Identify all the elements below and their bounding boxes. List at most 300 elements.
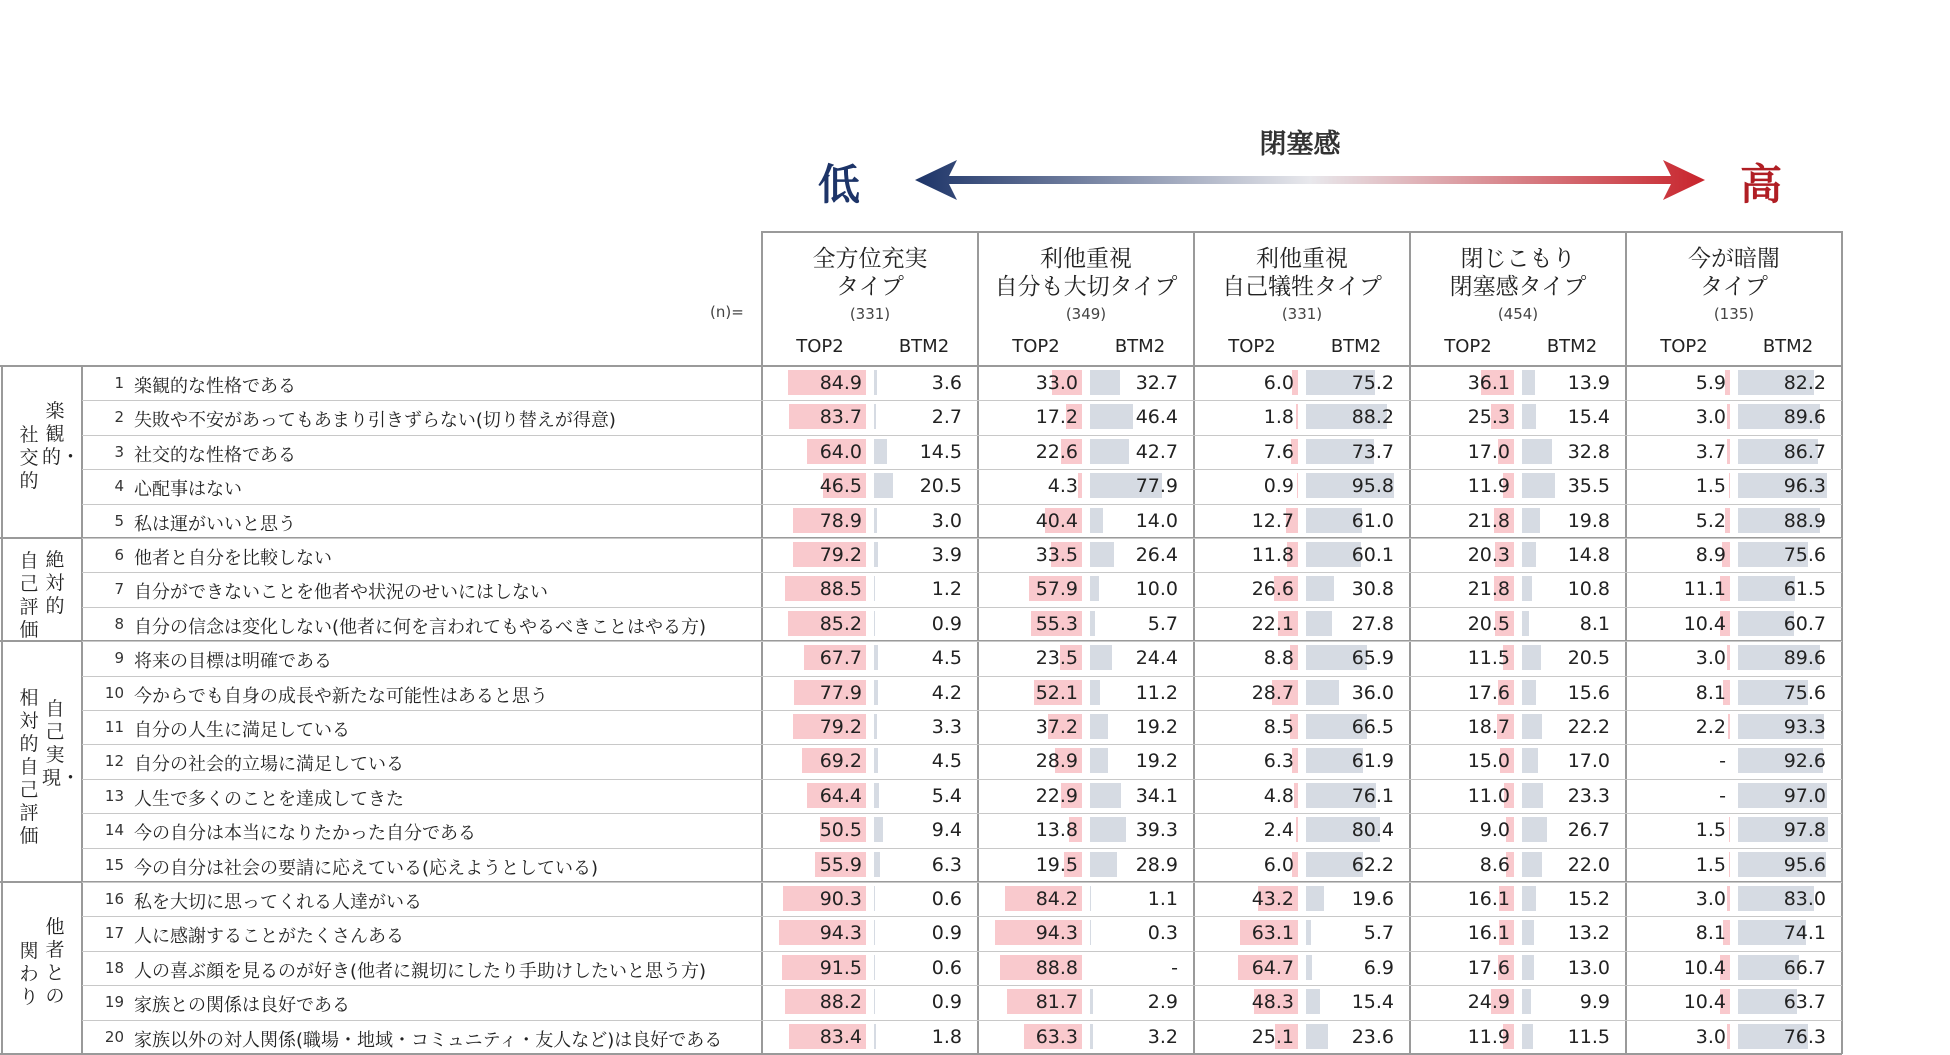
top2-value: 3.0: [1666, 888, 1726, 910]
item-label: 私は運がいいと思う: [134, 510, 296, 536]
btm2-value: 76.3: [1766, 1026, 1826, 1048]
btm2-bar: [1090, 783, 1121, 808]
btm2-bar: [874, 542, 878, 567]
category-label: 絶対的: [42, 549, 68, 618]
item-number: 10: [84, 684, 124, 702]
item-label: 自分ができないことを他者や状況のせいにはしない: [134, 578, 548, 604]
category-label: 相対的自己評価: [16, 687, 42, 848]
top2-value: 17.6: [1450, 957, 1510, 979]
btm2-bar: [1522, 680, 1536, 705]
btm2-bar: [874, 508, 877, 533]
btm2-bar: [874, 989, 875, 1014]
item-number: 4: [84, 477, 124, 495]
top2-value: 6.3: [1234, 750, 1294, 772]
row-divider: [82, 641, 1842, 642]
top2-value: 11.0: [1450, 785, 1510, 807]
btm2-bar: [874, 920, 875, 945]
top2-value: 11.5: [1450, 647, 1510, 669]
n-label: (n)=: [710, 303, 744, 321]
header-top-border: [762, 231, 1842, 233]
top2-value: 8.5: [1234, 716, 1294, 738]
top2-value: 25.1: [1234, 1026, 1294, 1048]
metric-label-top2: TOP2: [780, 336, 860, 357]
btm2-bar: [1090, 989, 1093, 1014]
top2-value: 7.6: [1234, 441, 1294, 463]
item-label: 私を大切に思ってくれる人達がいる: [134, 888, 422, 914]
btm2-bar: [1522, 542, 1536, 567]
top2-value: 2.2: [1666, 716, 1726, 738]
btm2-bar: [874, 886, 875, 911]
btm2-value: 61.9: [1334, 750, 1394, 772]
row-divider: [82, 435, 1842, 436]
item-label: 将来の目標は明確である: [134, 647, 332, 673]
top2-value: 33.5: [1018, 544, 1078, 566]
top2-value: 79.2: [802, 544, 862, 566]
metric-label-btm2: BTM2: [884, 336, 964, 357]
btm2-value: 2.7: [902, 406, 962, 428]
row-divider: [82, 779, 1842, 780]
btm2-value: 61.5: [1766, 578, 1826, 600]
btm2-value: 39.3: [1118, 819, 1178, 841]
category-label: 自己評価: [16, 550, 42, 642]
item-label: 人に感謝することがたくさんある: [134, 922, 404, 948]
top2-value: 28.7: [1234, 682, 1294, 704]
top2-value: 3.0: [1666, 406, 1726, 428]
top2-value: 1.8: [1234, 406, 1294, 428]
item-label: 人生で多くのことを達成してきた: [134, 785, 404, 811]
top2-value: 52.1: [1018, 682, 1078, 704]
btm2-value: 0.6: [902, 888, 962, 910]
item-number: 6: [84, 546, 124, 564]
row-divider: [82, 400, 1842, 401]
btm2-bar: [874, 439, 887, 464]
top2-value: 11.9: [1450, 1026, 1510, 1048]
top2-value: -: [1666, 750, 1726, 772]
top2-bar: [1296, 404, 1298, 429]
metric-label-top2: TOP2: [1212, 336, 1292, 357]
btm2-bar: [1522, 370, 1535, 395]
top2-value: 94.3: [802, 922, 862, 944]
top2-value: 84.2: [1018, 888, 1078, 910]
column-divider: [977, 231, 979, 1054]
btm2-value: 13.2: [1550, 922, 1610, 944]
top2-bar: [1728, 714, 1730, 739]
btm2-value: -: [1118, 957, 1178, 979]
btm2-value: 46.4: [1118, 406, 1178, 428]
column-title: 今が暗闇: [1626, 246, 1842, 273]
top2-value: 6.0: [1234, 854, 1294, 876]
item-number: 7: [84, 580, 124, 598]
btm2-bar: [1090, 714, 1108, 739]
top2-value: 23.5: [1018, 647, 1078, 669]
btm2-value: 13.0: [1550, 957, 1610, 979]
top2-value: 16.1: [1450, 922, 1510, 944]
metric-label-top2: TOP2: [1644, 336, 1724, 357]
btm2-value: 76.1: [1334, 785, 1394, 807]
btm2-value: 65.9: [1334, 647, 1394, 669]
item-label: 社交的な性格である: [134, 441, 296, 467]
btm2-value: 6.9: [1334, 957, 1394, 979]
btm2-value: 4.5: [902, 647, 962, 669]
top2-value: 24.9: [1450, 991, 1510, 1013]
btm2-value: 66.7: [1766, 957, 1826, 979]
top2-value: 81.7: [1018, 991, 1078, 1013]
btm2-value: 32.7: [1118, 372, 1178, 394]
top2-value: 94.3: [1018, 922, 1078, 944]
high-label: 高: [1740, 152, 1782, 212]
item-number: 8: [84, 615, 124, 633]
btm2-value: 30.8: [1334, 578, 1394, 600]
btm2-value: 83.0: [1766, 888, 1826, 910]
item-number: 2: [84, 408, 124, 426]
top2-value: 4.3: [1018, 475, 1078, 497]
metric-label-btm2: BTM2: [1748, 336, 1828, 357]
btm2-value: 26.4: [1118, 544, 1178, 566]
top2-value: 17.0: [1450, 441, 1510, 463]
btm2-value: 2.9: [1118, 991, 1178, 1013]
btm2-value: 19.6: [1334, 888, 1394, 910]
item-number: 3: [84, 443, 124, 461]
column-subtitle: 自分も大切タイプ: [978, 274, 1194, 301]
btm2-value: 36.0: [1334, 682, 1394, 704]
item-label: 楽観的な性格である: [134, 372, 296, 398]
btm2-value: 3.2: [1118, 1026, 1178, 1048]
row-divider: [82, 848, 1842, 849]
top2-value: 83.7: [802, 406, 862, 428]
top2-value: 5.9: [1666, 372, 1726, 394]
btm2-value: 4.2: [902, 682, 962, 704]
top2-value: 85.2: [802, 613, 862, 635]
btm2-bar: [1090, 508, 1103, 533]
column-divider: [1841, 231, 1843, 1054]
btm2-value: 14.5: [902, 441, 962, 463]
top2-value: 90.3: [802, 888, 862, 910]
item-number: 17: [84, 924, 124, 942]
btm2-bar: [1522, 404, 1536, 429]
top2-value: 69.2: [802, 750, 862, 772]
btm2-value: 15.2: [1550, 888, 1610, 910]
row-divider: [82, 469, 1842, 470]
btm2-bar: [1522, 1024, 1533, 1049]
btm2-value: 22.2: [1550, 716, 1610, 738]
btm2-value: 75.6: [1766, 682, 1826, 704]
btm2-bar: [1522, 989, 1531, 1014]
item-label: 今の自分は社会の要請に応えている(応えようとしている): [134, 854, 598, 880]
item-number: 20: [84, 1028, 124, 1046]
item-number: 5: [84, 512, 124, 530]
btm2-bar: [1306, 955, 1312, 980]
btm2-value: 20.5: [902, 475, 962, 497]
item-number: 11: [84, 718, 124, 736]
btm2-bar: [1090, 542, 1114, 567]
btm2-bar: [874, 370, 877, 395]
btm2-bar: [1090, 645, 1112, 670]
top2-value: 3.0: [1666, 1026, 1726, 1048]
top2-value: 28.9: [1018, 750, 1078, 772]
btm2-bar: [874, 645, 878, 670]
btm2-value: 26.7: [1550, 819, 1610, 841]
top2-value: 79.2: [802, 716, 862, 738]
top2-value: 17.2: [1018, 406, 1078, 428]
top2-value: 26.6: [1234, 578, 1294, 600]
btm2-bar: [1306, 576, 1334, 601]
btm2-value: 73.7: [1334, 441, 1394, 463]
btm2-bar: [1090, 611, 1095, 636]
column-subtitle: 閉塞感タイプ: [1410, 274, 1626, 301]
top2-bar: [1727, 404, 1730, 429]
item-number: 16: [84, 890, 124, 908]
btm2-value: 63.7: [1766, 991, 1826, 1013]
gradient-arrow-icon: [915, 155, 1705, 205]
btm2-value: 80.4: [1334, 819, 1394, 841]
top2-value: 64.7: [1234, 957, 1294, 979]
btm2-bar: [1522, 645, 1541, 670]
btm2-value: 10.0: [1118, 578, 1178, 600]
btm2-value: 5.4: [902, 785, 962, 807]
row-divider: [82, 951, 1842, 952]
btm2-value: 24.4: [1118, 647, 1178, 669]
column-title: 利他重視: [978, 246, 1194, 273]
btm2-bar: [1522, 852, 1542, 877]
top2-value: 88.8: [1018, 957, 1078, 979]
row-divider: [82, 676, 1842, 677]
btm2-bar: [1522, 611, 1529, 636]
btm2-bar: [1090, 748, 1108, 773]
top2-value: 57.9: [1018, 578, 1078, 600]
top2-value: 8.6: [1450, 854, 1510, 876]
column-subtitle: 自己犠牲タイプ: [1194, 274, 1410, 301]
btm2-value: 11.2: [1118, 682, 1178, 704]
item-label: 今からでも自身の成長や新たな可能性はあると思う: [134, 682, 548, 708]
btm2-bar: [1522, 576, 1532, 601]
top2-bar: [1297, 473, 1298, 498]
btm2-value: 17.0: [1550, 750, 1610, 772]
top2-bar: [1727, 1024, 1730, 1049]
btm2-value: 14.0: [1118, 510, 1178, 532]
btm2-value: 0.3: [1118, 922, 1178, 944]
btm2-bar: [1090, 680, 1100, 705]
btm2-value: 9.4: [902, 819, 962, 841]
top2-value: 55.3: [1018, 613, 1078, 635]
column-sample-size: (454): [1410, 305, 1626, 323]
top2-value: 3.7: [1666, 441, 1726, 463]
btm2-value: 74.1: [1766, 922, 1826, 944]
btm2-bar: [1306, 920, 1311, 945]
top2-value: 19.5: [1018, 854, 1078, 876]
btm2-value: 75.2: [1334, 372, 1394, 394]
btm2-value: 15.6: [1550, 682, 1610, 704]
column-sample-size: (331): [1194, 305, 1410, 323]
row-divider: [82, 813, 1842, 814]
top2-value: 8.1: [1666, 922, 1726, 944]
top2-bar: [1729, 473, 1730, 498]
btm2-bar: [874, 680, 878, 705]
top2-value: 10.4: [1666, 613, 1726, 635]
btm2-value: 75.6: [1766, 544, 1826, 566]
btm2-bar: [1306, 989, 1320, 1014]
btm2-value: 14.8: [1550, 544, 1610, 566]
btm2-value: 61.0: [1334, 510, 1394, 532]
top2-value: 21.8: [1450, 578, 1510, 600]
top2-value: 8.9: [1666, 544, 1726, 566]
top2-bar: [1296, 817, 1298, 842]
btm2-value: 0.9: [902, 922, 962, 944]
top2-value: 63.1: [1234, 922, 1294, 944]
btm2-value: 15.4: [1550, 406, 1610, 428]
table-left-border: [1, 366, 3, 1054]
item-number: 18: [84, 959, 124, 977]
top2-value: 1.5: [1666, 475, 1726, 497]
row-divider: [82, 1020, 1842, 1021]
btm2-bar: [1306, 1024, 1328, 1049]
btm2-value: 95.8: [1334, 475, 1394, 497]
low-label: 低: [818, 152, 860, 212]
column-subtitle: タイプ: [1626, 274, 1842, 301]
btm2-value: 22.0: [1550, 854, 1610, 876]
btm2-value: 4.5: [902, 750, 962, 772]
btm2-value: 3.0: [902, 510, 962, 532]
top2-value: 3.0: [1666, 647, 1726, 669]
btm2-value: 5.7: [1118, 613, 1178, 635]
top2-value: 20.5: [1450, 613, 1510, 635]
btm2-value: 19.8: [1550, 510, 1610, 532]
top2-value: 15.0: [1450, 750, 1510, 772]
btm2-bar: [874, 611, 875, 636]
top2-value: 21.8: [1450, 510, 1510, 532]
top2-value: 9.0: [1450, 819, 1510, 841]
top2-value: 63.3: [1018, 1026, 1078, 1048]
btm2-bar: [1306, 886, 1324, 911]
metric-label-btm2: BTM2: [1316, 336, 1396, 357]
group-divider: [0, 365, 1842, 367]
top2-bar: [1294, 783, 1298, 808]
btm2-bar: [1522, 955, 1534, 980]
top2-value: 22.9: [1018, 785, 1078, 807]
row-divider: [82, 916, 1842, 917]
btm2-value: 77.9: [1118, 475, 1178, 497]
btm2-value: 23.3: [1550, 785, 1610, 807]
top2-value: 36.1: [1450, 372, 1510, 394]
column-divider: [761, 231, 763, 1054]
btm2-value: 1.8: [902, 1026, 962, 1048]
column-subtitle: タイプ: [762, 274, 978, 301]
item-label: 自分の社会的立場に満足している: [134, 750, 404, 776]
item-number: 19: [84, 993, 124, 1011]
btm2-value: 42.7: [1118, 441, 1178, 463]
top2-value: 22.1: [1234, 613, 1294, 635]
row-divider: [82, 744, 1842, 745]
top2-value: 83.4: [802, 1026, 862, 1048]
item-number: 14: [84, 821, 124, 839]
metric-label-top2: TOP2: [996, 336, 1076, 357]
top2-value: 91.5: [802, 957, 862, 979]
column-sample-size: (331): [762, 305, 978, 323]
btm2-value: 89.6: [1766, 647, 1826, 669]
item-label: 自分の信念は変化しない(他者に何を言われてもやるべきことはやる方): [134, 613, 706, 639]
item-number: 13: [84, 787, 124, 805]
btm2-value: 82.2: [1766, 372, 1826, 394]
btm2-value: 66.5: [1334, 716, 1394, 738]
column-title: 閉じこもり: [1410, 246, 1626, 273]
btm2-value: 32.8: [1550, 441, 1610, 463]
btm2-bar: [874, 473, 893, 498]
btm2-bar: [1090, 852, 1117, 877]
btm2-value: 8.1: [1550, 613, 1610, 635]
column-divider: [1409, 231, 1411, 1054]
btm2-bar: [1522, 439, 1552, 464]
btm2-value: 96.3: [1766, 475, 1826, 497]
top2-value: 5.2: [1666, 510, 1726, 532]
top2-value: 11.1: [1666, 578, 1726, 600]
column-sample-size: (135): [1626, 305, 1842, 323]
item-label: 家族との関係は良好である: [134, 991, 350, 1017]
btm2-bar: [1522, 920, 1534, 945]
btm2-bar: [1306, 611, 1332, 636]
item-number: 12: [84, 752, 124, 770]
btm2-bar: [874, 576, 875, 601]
column-title: 利他重視: [1194, 246, 1410, 273]
top2-value: 11.9: [1450, 475, 1510, 497]
btm2-value: 1.2: [902, 578, 962, 600]
row-divider: [82, 985, 1842, 986]
column-sample-size: (349): [978, 305, 1194, 323]
top2-value: 33.0: [1018, 372, 1078, 394]
btm2-value: 93.3: [1766, 716, 1826, 738]
top2-value: 78.9: [802, 510, 862, 532]
top2-bar: [1729, 817, 1730, 842]
btm2-value: 19.2: [1118, 750, 1178, 772]
btm2-value: 0.9: [902, 991, 962, 1013]
top2-value: 8.1: [1666, 682, 1726, 704]
btm2-value: 1.1: [1118, 888, 1178, 910]
btm2-value: 88.2: [1334, 406, 1394, 428]
btm2-value: 97.8: [1766, 819, 1826, 841]
btm2-value: 6.3: [902, 854, 962, 876]
top2-value: 10.4: [1666, 991, 1726, 1013]
top2-value: 12.7: [1234, 510, 1294, 532]
btm2-bar: [1090, 370, 1120, 395]
column-divider: [1625, 231, 1627, 1054]
top2-value: 17.6: [1450, 682, 1510, 704]
category-label: 他者との: [42, 916, 68, 1008]
btm2-value: 62.2: [1334, 854, 1394, 876]
btm2-bar: [1090, 886, 1091, 911]
item-label: 他者と自分を比較しない: [134, 544, 332, 570]
btm2-value: 13.9: [1550, 372, 1610, 394]
top2-value: 0.9: [1234, 475, 1294, 497]
btm2-value: 20.5: [1550, 647, 1610, 669]
row-divider: [82, 882, 1842, 883]
top2-value: 55.9: [802, 854, 862, 876]
btm2-bar: [1522, 714, 1542, 739]
btm2-bar: [874, 748, 878, 773]
axis-title: 閉塞感: [1200, 122, 1400, 161]
btm2-value: 0.9: [902, 613, 962, 635]
btm2-bar: [874, 404, 876, 429]
btm2-value: 11.5: [1550, 1026, 1610, 1048]
btm2-value: 97.0: [1766, 785, 1826, 807]
top2-value: 16.1: [1450, 888, 1510, 910]
metric-label-btm2: BTM2: [1100, 336, 1180, 357]
btm2-value: 60.7: [1766, 613, 1826, 635]
column-title: 全方位充実: [762, 246, 978, 273]
btm2-bar: [1090, 576, 1099, 601]
top2-value: 77.9: [802, 682, 862, 704]
item-label: 心配事はない: [134, 475, 242, 501]
row-divider: [82, 572, 1842, 573]
top2-value: 8.8: [1234, 647, 1294, 669]
metric-label-btm2: BTM2: [1532, 336, 1612, 357]
